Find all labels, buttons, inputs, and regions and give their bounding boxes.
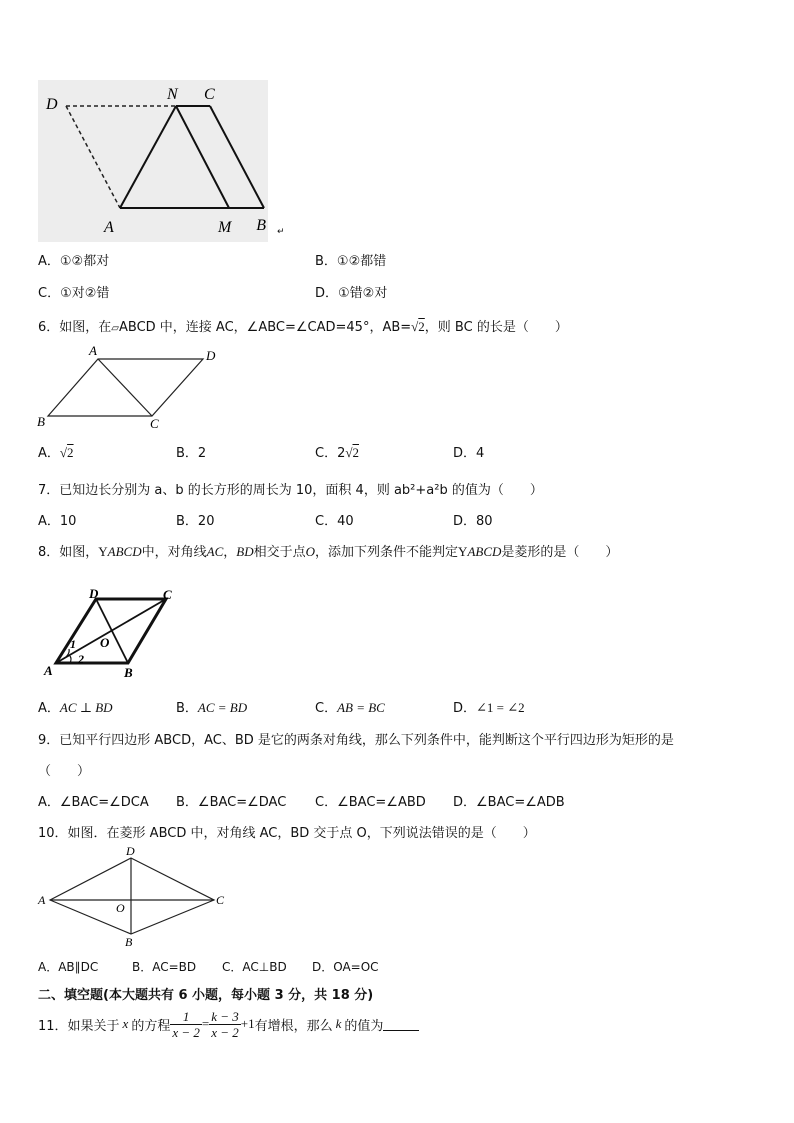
return-mark: ↵ xyxy=(277,227,285,237)
q9-paren: （ ） xyxy=(38,764,91,779)
label-c: C xyxy=(204,86,215,103)
label-c: C xyxy=(150,416,159,431)
label-c: C xyxy=(163,587,172,602)
diagonal-ac xyxy=(98,359,152,416)
label-c: C xyxy=(216,893,225,907)
q5-option-c: C．①对②错 xyxy=(38,286,110,301)
q6-option-c: C．2√2 xyxy=(315,445,359,461)
label-2: 2 xyxy=(78,652,84,666)
label-o: O xyxy=(116,901,125,915)
q10-option-a: A．AB∥DC xyxy=(38,960,99,974)
figure-background xyxy=(38,80,268,242)
q6-option-a: A．√2 xyxy=(38,445,74,461)
label-1: 1 xyxy=(70,637,76,651)
label-d: D xyxy=(89,586,99,601)
q10-figure xyxy=(36,842,236,952)
label-b: B xyxy=(124,665,133,680)
q10-option-c: C．AC⊥BD xyxy=(222,960,287,974)
q6-figure xyxy=(36,342,226,432)
q9-option-a: A．∠BAC=∠DCA xyxy=(38,795,149,810)
fraction-1: $\frac{1}{x - 2}$ xyxy=(172,1008,200,1040)
q8-stem: 8．如图，YABCD中，对角线AC，BD相交于点O，添加下列条件不能判定YABCD是菱形的是（ ） xyxy=(38,544,619,560)
label-d: D xyxy=(126,844,135,858)
q5-option-b: B．①②都错 xyxy=(315,254,387,269)
label-a: A xyxy=(104,219,114,236)
q6-option-d: D．4 xyxy=(453,446,485,461)
label-b: B xyxy=(125,935,133,949)
q6-stem xyxy=(38,316,568,335)
q10-option-d: D．OA=OC xyxy=(312,960,379,974)
label-d: D xyxy=(206,348,216,363)
q9-option-d: D．∠BAC=∠ADB xyxy=(453,795,565,810)
q7-option-d: D．80 xyxy=(453,514,493,529)
label-n: N xyxy=(167,86,178,103)
q6-stem-b: ABCD 中，连接 AC，∠ABC=∠CAD=45°，AB= xyxy=(118,320,412,335)
q8-option-c: C．AB = BC xyxy=(315,700,385,716)
angle-mark-2 xyxy=(70,656,71,663)
q9-stem: 9．已知平行四边形 ABCD，AC、BD 是它的两条对角线，那么下列条件中，能判断这个平行四边形为矩形的是 xyxy=(38,733,674,748)
q6-stem-c: ，则 BC 的长是（ ） xyxy=(424,320,568,335)
fraction-2: $\frac{k - 3}{x - 2}$ xyxy=(211,1008,239,1040)
label-d: D xyxy=(46,96,58,113)
label-b: B xyxy=(37,414,45,429)
answer-blank[interactable] xyxy=(383,1018,419,1031)
label-o: O xyxy=(100,635,110,650)
q8-option-b: B．AC = BD xyxy=(176,700,248,716)
sqrt-expression: √2 xyxy=(411,319,425,334)
q8-figure xyxy=(36,585,186,680)
q7-option-b: B．20 xyxy=(176,514,215,529)
q10-stem: 10．如图．在菱形 ABCD 中，对角线 AC，BD 交于点 O，下列说法错误的是（ ） xyxy=(38,826,536,841)
section-heading: 二、填空题(本大题共有 6 小题，每小题 3 分，共 18 分) xyxy=(38,988,374,1003)
q7-option-c: C．40 xyxy=(315,514,354,529)
q5-option-d: D．①错②对 xyxy=(315,286,388,301)
q10-option-b: B．AC=BD xyxy=(132,960,197,974)
q6-option-b: B．2 xyxy=(176,446,207,461)
label-a: A xyxy=(44,663,53,678)
label-a: A xyxy=(38,893,46,907)
label-m: M xyxy=(218,219,232,236)
rhombus-abcd xyxy=(50,858,214,934)
q9-option-b: B．∠BAC=∠DAC xyxy=(176,795,287,810)
q11-stem: 11．如果关于 x 的方程 $\frac{1}{x - 2}$ = $\frac{k - 3}{x - 2}$ +1 有增根，那么 k 的值为 xyxy=(38,1004,419,1044)
q9-option-c: C．∠BAC=∠ABD xyxy=(315,795,426,810)
label-a: A xyxy=(89,343,97,358)
q8-option-a: A．AC ⊥ BD xyxy=(38,700,113,716)
q5-figure xyxy=(38,78,268,243)
q5-option-a: A．①②都对 xyxy=(38,254,110,269)
parallelogram-symbol: ▱ xyxy=(111,323,119,334)
q7-stem: 7．已知边长分别为 a、b 的长方形的周长为 10，面积 4，则 ab²+a²b 的值为（ ） xyxy=(38,483,543,498)
q7-option-a: A．10 xyxy=(38,514,77,529)
label-b: B xyxy=(256,217,266,234)
diagonal-bd xyxy=(96,599,128,663)
q6-stem-a: 6．如图，在 xyxy=(38,320,112,335)
q8-option-d: D．∠1 = ∠2 xyxy=(453,700,525,716)
